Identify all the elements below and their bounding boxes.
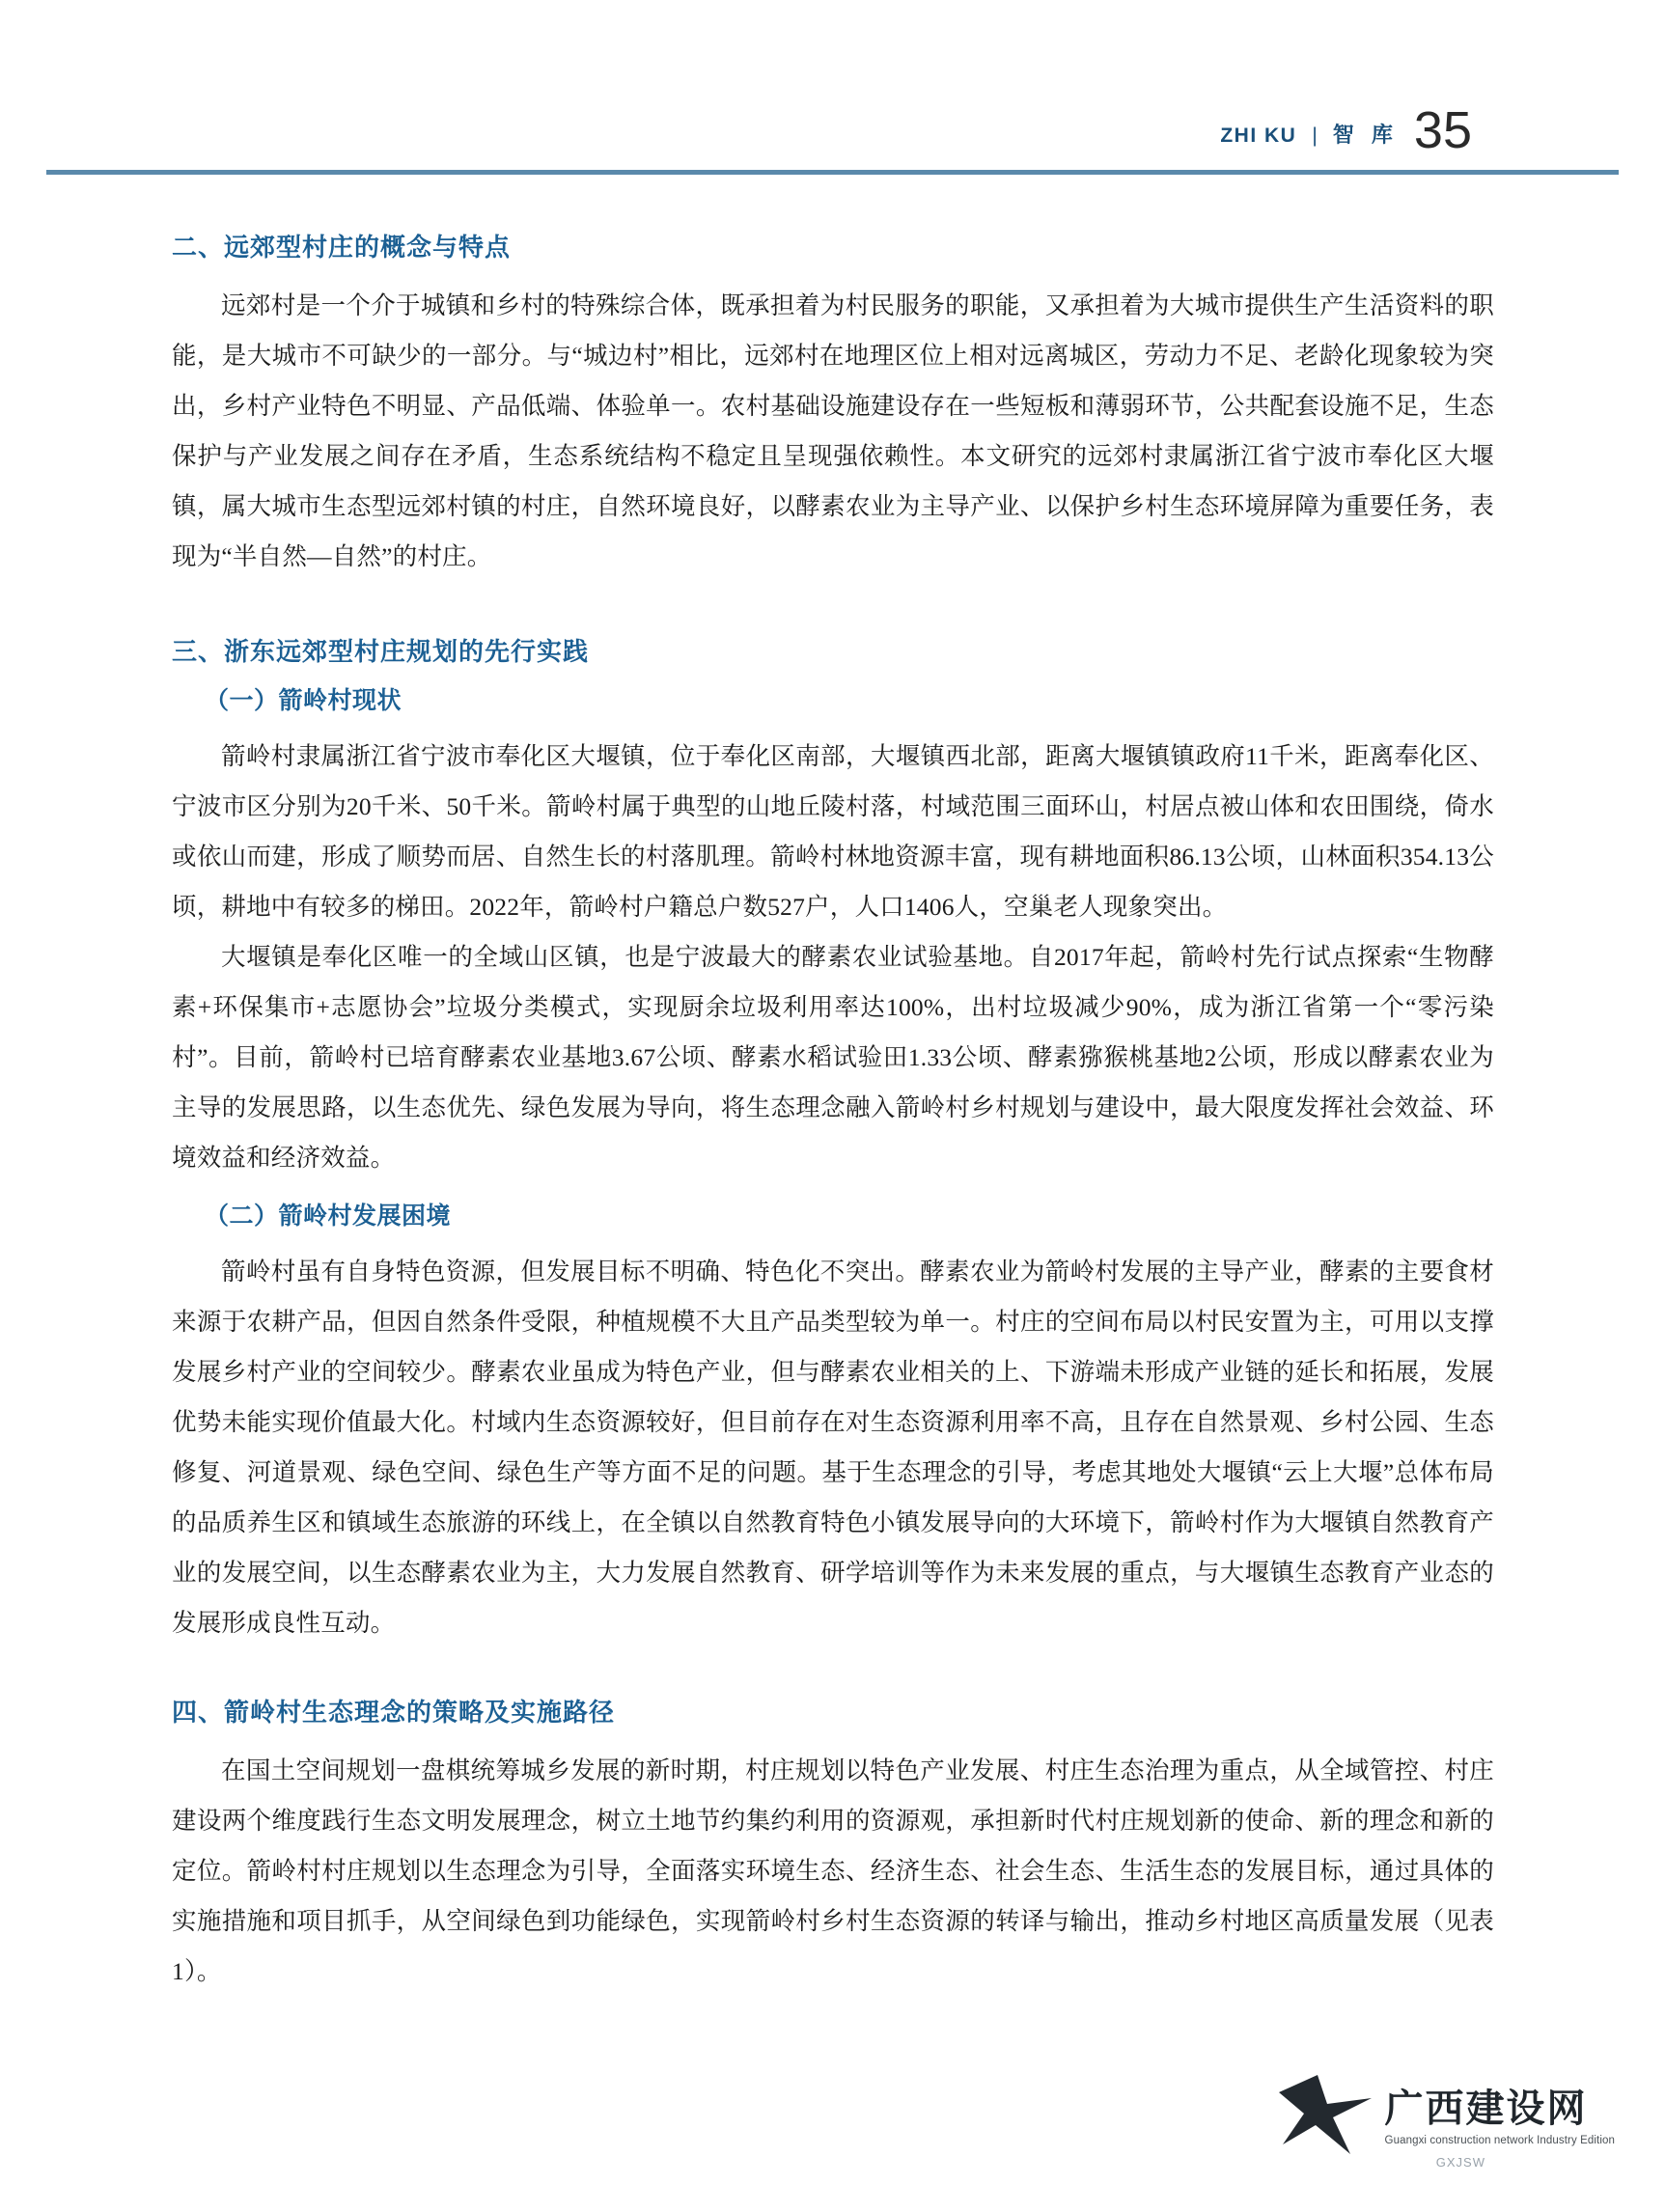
header-separator: | (1312, 124, 1318, 147)
section-heading-2: 二、远郊型村庄的概念与特点 (172, 233, 512, 262)
footer-watermark: GXJSW (1435, 2155, 1485, 2170)
section-heading-4: 四、箭岭村生态理念的策略及实施路径 (172, 1698, 616, 1727)
publisher-name-en: Guangxi construction network Industry Edition (1384, 2134, 1615, 2146)
paragraph-3-2-1: 箭岭村虽有自身特色资源，但发展目标不明确、特色化不突出。酵素农业为箭岭村发展的主导产业，酵素的主要食材来源于农耕产品，但因自然条件受限，种植规模不大且产品类型较为单一。村庄的空间布局以村民安置为主，可用以支撑发展乡村产业的空间较少。酵素农业虽成为特色产业，但与酵素农业相关的上、下游端未形成产业链的延长和拓展，发展优势未能实现价值最大化。村域内生态资源较好，但目前存在对生态资源利用率不高，且存在自然景观、乡村公园、生态修复、河道景观、绿色空间、绿色生产等方面不足的问题。基于生态理念的引导，考虑其地处大堰镇“云上大堰”总体布局的品质养生区和镇域生态旅游的环线上，在全镇以自然教育特色小镇发展导向的大环境下，箭岭村作为大堰镇自然教育产业的发展空间，以生态酵素农业为主，大力发展自然教育、研学培训等作为未来发展的重点，与大堰镇生态教育产业态的发展形成良性互动。 (172, 1258, 1494, 1637)
subsection-heading-3-2: （二）箭岭村发展困境 (205, 1203, 452, 1230)
header-divider (46, 170, 1619, 175)
publisher-name-cn: 广西建设网 (1384, 2087, 1588, 2130)
publisher-logo (1279, 2075, 1615, 2158)
header-cn-label: 智 库 (1332, 123, 1399, 147)
paragraph-4-1: 在国土空间规划一盘棋统筹城乡发展的新时期，村庄规划以特色产业发展、村庄生态治理为重点，从全域管控、村庄建设两个维度践行生态文明发展理念，树立土地节约集约利用的资源观，承担新时代村庄规划新的使命、新的理念和新的定位。箭岭村村庄规划以生态理念为引导，全面落实环境生态、经济生态、社会生态、生活生态的发展目标，通过具体的实施措施和项目抓手，从空间绿色到功能绿色，实现箭岭村乡村生态资源的转译与输出，推动乡村地区高质量发展（见表1）。 (172, 1756, 1494, 1985)
paragraph-3-1-2: 大堰镇是奉化区唯一的全域山区镇，也是宁波最大的酵素农业试验基地。自2017年起，箭岭村先行试点探索“生物酵素+环保集市+志愿协会”垃圾分类模式，实现厨余垃圾利用率达100%，出村垃圾减少90%，成为浙江省第一个“零污染村”。目前，箭岭村已培育酵素农业基地3.67公顷、酵素水稻试验田1.33公顷、酵素猕猴桃基地2公顷，形成以酵素农业为主导的发展思路，以生态优先、绿色发展为导向，将生态理念融入箭岭村乡村规划与建设中，最大限度发挥社会效益、环境效益和经济效益。 (172, 943, 1494, 1172)
header-label-group (1220, 101, 1472, 159)
publisher-name-group (1385, 2088, 1615, 2146)
star-icon (1279, 2075, 1372, 2158)
section-heading-3: 三、浙东远郊型村庄规划的先行实践 (172, 637, 590, 666)
subsection-heading-3-1: （一）箭岭村现状 (205, 687, 402, 714)
paragraph-2-1: 远郊村是一个介于城镇和乡村的特殊综合体，既承担着为村民服务的职能，又承担着为大城市提供生产生活资料的职能，是大城市不可缺少的一部分。与“城边村”相比，远郊村在地理区位上相对远离城区，劳动力不足、老龄化现象较为突出，乡村产业特色不明显、产品低端、体验单一。农村基础设施建设存在一些短板和薄弱环节，公共配套设施不足，生态保护与产业发展之间存在矛盾，生态系统结构不稳定且呈现强依赖性。本文研究的远郊村隶属浙江省宁波市奉化区大堰镇，属大城市生态型远郊村镇的村庄，自然环境良好，以酵素农业为主导产业、以保护乡村生态环境屏障为重要任务，表现为“半自然—自然”的村庄。 (172, 291, 1494, 570)
header-en-label: ZHI KU (1220, 124, 1297, 147)
article-body (172, 228, 1494, 1997)
page-number: 35 (1413, 101, 1472, 159)
paragraph-3-1-1: 箭岭村隶属浙江省宁波市奉化区大堰镇，位于奉化区南部，大堰镇西北部，距离大堰镇镇政府11千米，距离奉化区、宁波市区分别为20千米、50千米。箭岭村属于典型的山地丘陵村落，村域范围三面环山，村居点被山体和农田围绕，倚水或依山而建，形成了顺势而居、自然生长的村落肌理。箭岭村林地资源丰富，现有耕地面积86.13公顷，山林面积354.13公顷，耕地中有较多的梯田。2022年，箭岭村户籍总户数527户，人口1406人，空巢老人现象突出。 (172, 742, 1494, 921)
